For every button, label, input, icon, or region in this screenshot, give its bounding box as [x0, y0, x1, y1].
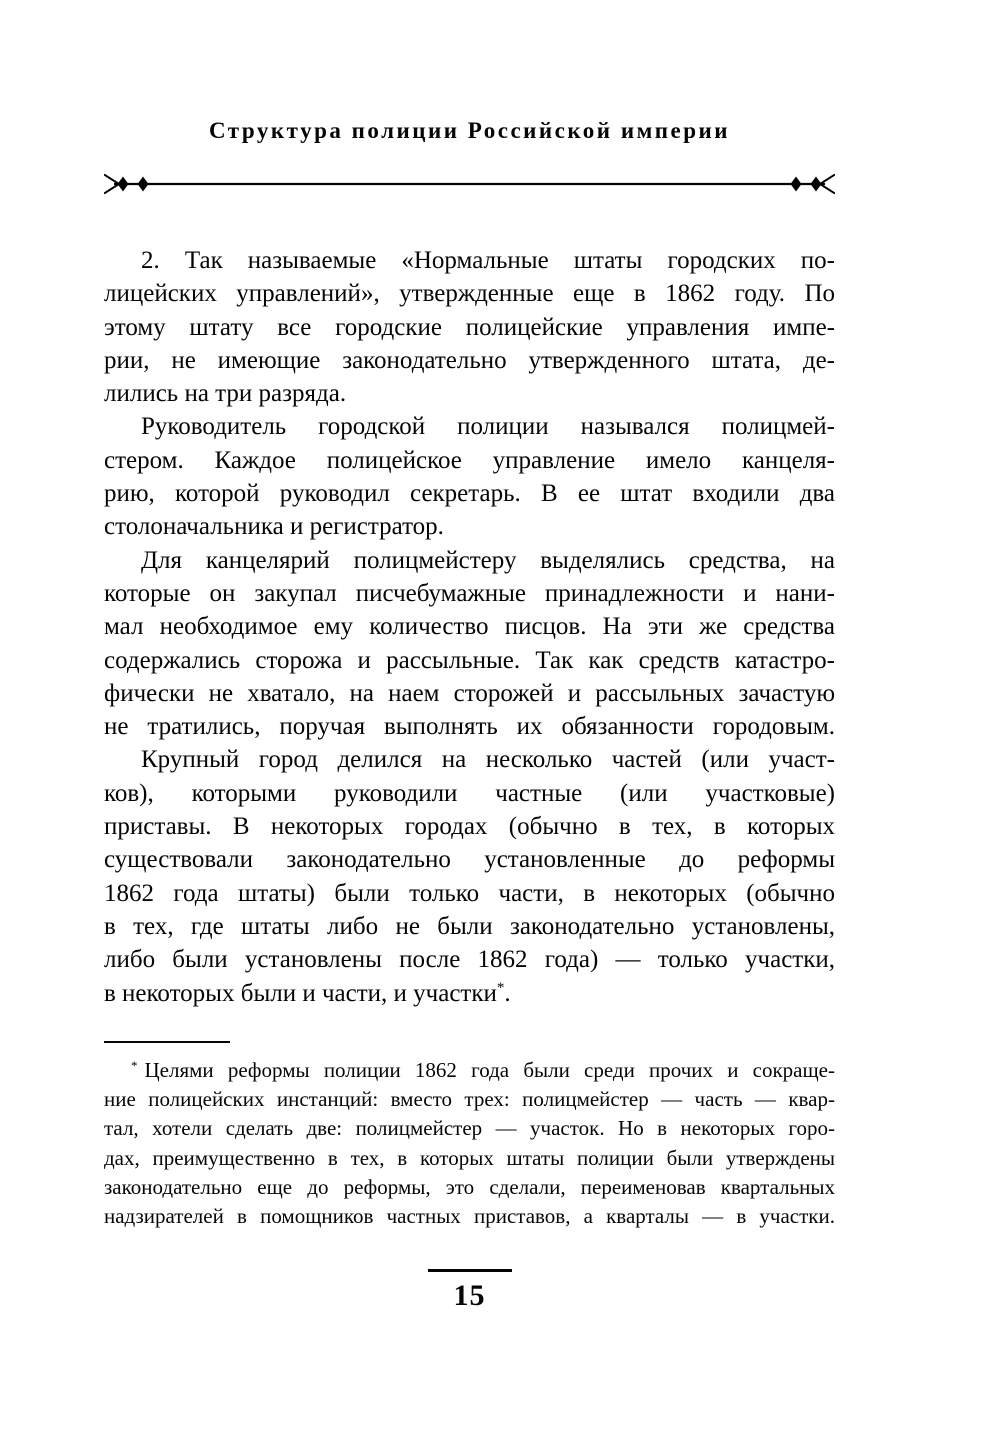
footnote-line: тал, хотели сделать две: полицмейстер — участок. Но в некоторых горо-	[104, 1116, 835, 1141]
text-segment: .	[504, 979, 511, 1007]
text-line: Крупный город делился на несколько частей (или участ-	[141, 746, 835, 774]
page-header-title: Структура полиции Российской империи	[208, 118, 730, 143]
text-segment: в некоторых были и части, и участки	[104, 979, 497, 1007]
footnote-reference-marker: *	[496, 979, 505, 996]
footnote-line: ние полицейских инстанций: вместо трех: полицмейстер — часть — квар-	[104, 1087, 835, 1112]
paragraph-1	[104, 244, 835, 410]
text-line: этому штату все городские полицейские управления импе-	[104, 313, 835, 341]
diamond-icon	[791, 177, 802, 192]
diamond-icon	[811, 177, 822, 192]
text-line: либо были установлены после 1862 года) — только участки,	[104, 946, 835, 974]
footnote	[104, 1056, 835, 1232]
text-line: столоначальника и регистратор.	[104, 513, 444, 541]
body-text	[104, 244, 835, 1010]
text-line: которые он закупал писчебумажные принадлежности и нани-	[104, 579, 835, 607]
footnote-line: надзирателей в помощников частных приставов, а кварталы — в участки.	[104, 1204, 835, 1229]
footnote-separator-rule	[104, 1041, 230, 1043]
text-line: содержались сторожа и рассыльные. Так как средств катастро-	[104, 646, 835, 674]
divider-ornament-icon	[104, 173, 835, 195]
text-line: Для канцелярий полицмейстеру выделялись средства, на	[141, 546, 835, 574]
text-line: стером. Каждое полицейское управление имело канцеля-	[104, 446, 835, 474]
footnote-line: дах, преимущественно в тех, в которых штаты полиции были утверждены	[104, 1145, 835, 1170]
text-line: Руководитель городской полиции назывался полицмей-	[141, 413, 835, 441]
text-line: существовали законодательно установленные до реформы	[104, 846, 835, 874]
text-line	[104, 977, 835, 1010]
text-line: рию, которой руководил секретарь. В ее штат входили два	[104, 480, 835, 508]
text-column	[104, 116, 835, 1313]
diamond-icon	[138, 177, 149, 192]
text-line: фически не хватало, на наем сторожей и рассыльных зачастую	[104, 679, 835, 707]
diamond-icon	[118, 177, 129, 192]
footnote-line	[104, 1056, 835, 1085]
text-line: ков), которыми руководили частные (или участковые)	[104, 779, 835, 807]
header-divider	[104, 173, 835, 195]
text-line: не тратились, поручая выполнять их обязанности городовым.	[104, 713, 835, 741]
page-number: 15	[453, 1278, 486, 1312]
text-segment: Целями реформы полиции 1862 года были среди прочих и сокраще-	[144, 1057, 835, 1082]
text-line: 1862 года штаты) были только части, в некоторых (обычно	[104, 879, 835, 907]
footnote-line: законодательно еще до реформы, это сделали, переименовав квартальных	[104, 1175, 835, 1200]
footnote-marker: *	[131, 1057, 138, 1073]
text-line: приставы. В некоторых городах (обычно в тех, в которых	[104, 813, 835, 841]
text-line: рии, не имеющие законодательно утвержденного штата, де-	[104, 346, 835, 374]
text-line: лились на три разряда.	[104, 380, 347, 408]
text-line: 2. Так называемые «Нормальные штаты городских по-	[141, 247, 835, 274]
text-line: в тех, где штаты либо не были законодательно установлены,	[104, 912, 835, 940]
paragraph-4	[104, 743, 835, 1009]
text-line: мал необходимое ему количество писцов. На эти же средства	[104, 613, 835, 641]
text-line: лицейских управлений», утвержденные еще в 1862 году. По	[104, 280, 835, 308]
paragraph-2	[104, 410, 835, 543]
paragraph-3	[104, 544, 835, 744]
page-number-rule	[428, 1269, 512, 1272]
